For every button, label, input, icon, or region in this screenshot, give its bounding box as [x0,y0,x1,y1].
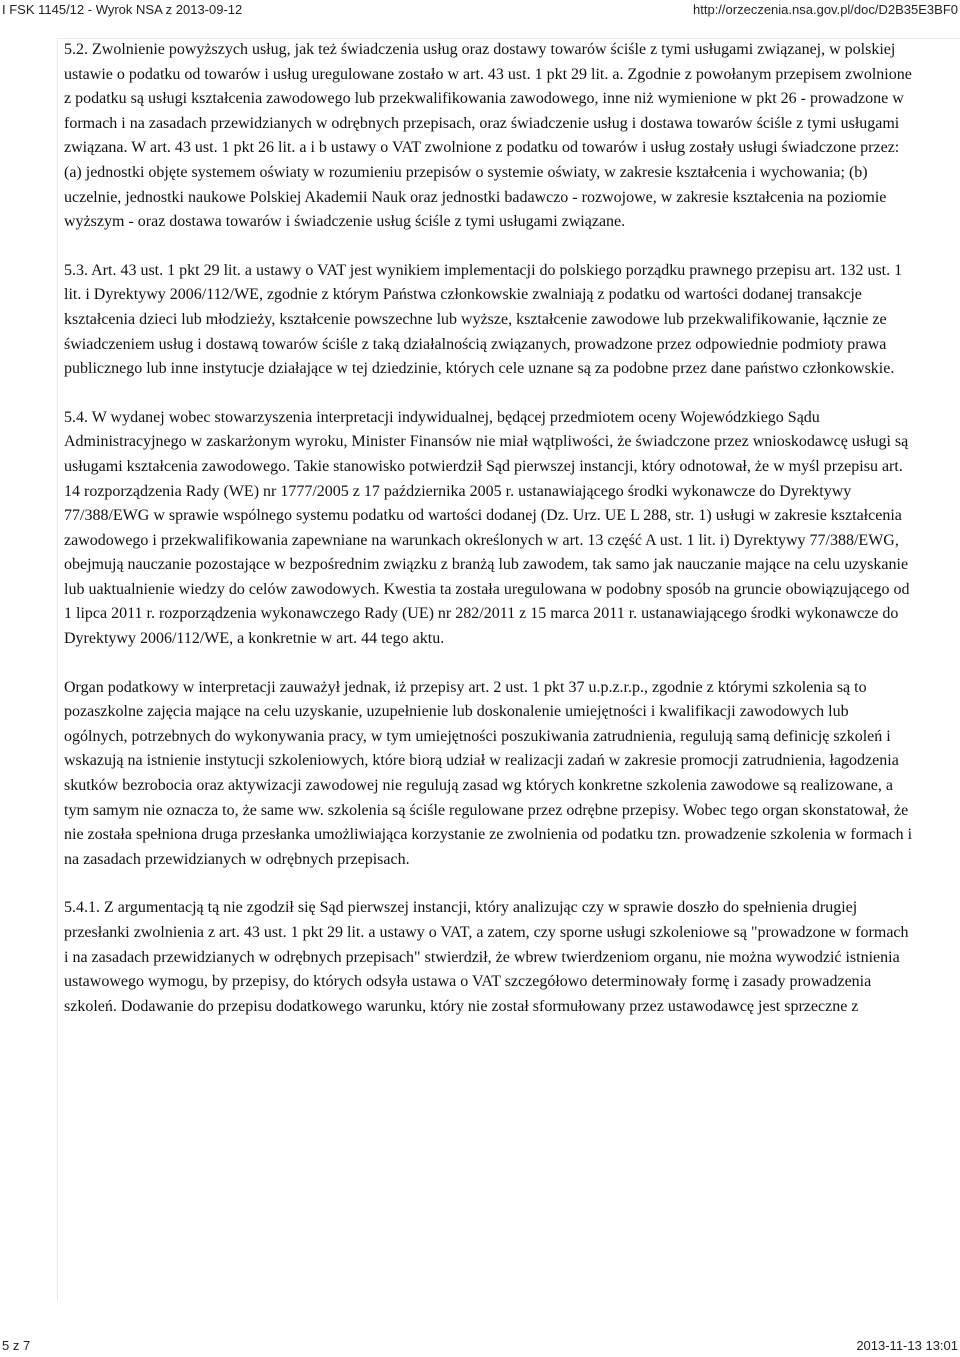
paragraph-5-3: 5.3. Art. 43 ust. 1 pkt 29 lit. a ustawy o VAT jest wynikiem implementacji do polskiego porządku prawnego przepisu art. 132 ust. 1 lit. i Dyrektywy 2006/112/WE, zgodnie z którym Państwa członkowskie zwalniają z podatku od wartości dodanej transakcje kształcenia dzieci lub młodzieży, kształcenie powszechne lub wyższe, kształcenie zawodowe lub przekwalifikowanie, łącznie ze świadczeniem usług i dostawą towarów ściśle z taką działalnością związanych, prowadzone przez odpowiednie podmioty prawa publicznego lub inne instytucje działające w tej dziedzinie, których cele uznane są za podobne przez dane państwo członkowskie. [64,261,903,378]
paragraph-5-2: 5.2. Zwolnienie powyższych usług, jak też świadczenia usług oraz dostawy towarów ściśle z tymi usługami związanej, w polskiej ustawie o podatku od towarów i usług uregulowane zostało w art. 43 ust. 1 pkt 29 lit. a. Zgodnie z powołanym przepisem zwolnione z podatku są usługi kształcenia zawodowego lub przekwalifikowania zawodowego, inne niż wymienione w pkt 26 - prowadzone w formach i na zasadach przewidzianych w odrębnych przepisach, oraz świadczenie usług i dostawa towarów ściśle z tymi usługami związana. W art. 43 ust. 1 pkt 26 lit. a i b ustawy o VAT zwolnione z podatku od towarów i usług zostały usługi świadczone przez: (a) jednostki objęte systemem oświaty w rozumieniu przepisów o systemie oświaty, w zakresie kształcenia i wychowania; (b) uczelnie, jednostki naukowe Polskiej Akademii Nauk oraz jednostki badawczo - rozwojowe, w zakresie kształcenia na poziomie wyższym - oraz dostawa towarów i świadczenie usług ściśle z tymi usługami związane. [64,41,912,231]
document-body [64,38,914,1043]
header-source-url: http://orzeczenia.nsa.gov.pl/doc/D2B35E3BF0 [693,2,958,17]
paragraph-5-4: 5.4. W wydanej wobec stowarzyszenia interpretacji indywidualnej, będącej przedmiotem oceny Wojewódzkiego Sądu Administracyjnego w zaskarżonym wyroku, Minister Finansów nie miał wątpliwości, że świadczone przez wnioskodawcę usługi są usługami kształcenia zawodowego. Takie stanowisko potwierdził Sąd pierwszej instancji, który odnotował, że w myśl przepisu art. 14 rozporządzenia Rady (WE) nr 1777/2005 z 17 października 2005 r. ustanawiającego środki wykonawcze do Dyrektywy 77/388/EWG w sprawie wspólnego systemu podatku od wartości dodanej (Dz. Urz. UE L 288, str. 1) usługi w zakresie kształcenia zawodowego i przekwalifikowania zapewniane na warunkach określonych w art. 13 część A ust. 1 lit. i) Dyrektywy 77/388/EWG, obejmują nauczanie pozostające w bezpośrednim związku z branżą lub zawodem, tak samo jak nauczanie mające na celu uzyskanie lub uaktualnienie wiedzy do celów zawodowych. Kwestia ta została uregulowana w podobny sposób na gruncie obowiązującego od 1 lipca 2011 r. rozporządzenia wykonawczego Rady (UE) nr 282/2011 z 15 marca 2011 r. ustanawiającego środki wykonawcze do Dyrektywy 2006/112/WE, a konkretnie w art. 44 tego aktu. [64,408,910,648]
header-document-title: I FSK 1145/12 - Wyrok NSA z 2013-09-12 [2,2,243,17]
paragraph-organ: Organ podatkowy w interpretacji zauważył jednak, iż przepisy art. 2 ust. 1 pkt 37 u.p.z.r.p., zgodnie z którymi szkolenia są to pozaszkolne zajęcia mające na celu uzyskanie, uzupełnienie lub doskonalenie umiejętności i kwalifikacji zawodowych lub ogólnych, potrzebnych do wykonywania pracy, w tym umiejętności poszukiwania zatrudnienia, regulują samą definicję szkoleń i wskazują na istnienie instytucji szkoleniowych, które biorą udział w realizacji zadań w zakresie promocji zatrudnienia, łagodzenia skutków bezrobocia oraz aktywizacji zawodowej nie regulują zasad wg których konkretne szkolenia zawodowe są realizowane, a tym samym nie oznacza to, że same ww. szkolenia są ściśle regulowane przez odrębne przepisy. Wobec tego organ skonstatował, że nie została spełniona druga przesłanka umożliwiająca korzystanie ze zwolnienia od podatku tzn. prowadzenie szkolenia w formach i na zasadach przewidzianych w odrębnych przepisach. [64,678,913,868]
paragraph-5-4-1: 5.4.1. Z argumentacją tą nie zgodził się Sąd pierwszej instancji, który analizując czy w sprawie doszło do spełnienia drugiej przesłanki zwolnienia z art. 43 ust. 1 pkt 29 lit. a ustawy o VAT, a zatem, czy sporne usługi szkoleniowe są "prowadzone w formach i na zasadach przewidzianych w odrębnych przepisach" stwierdził, że wbrew twierdzeniom organu, nie można wywodzić istnienia ustawowego wymogu, by przepisy, do których odsyła ustawa o VAT szczegółowo determinowały formę i zasady prowadzenia szkoleń. Dodawanie do przepisu dodatkowego warunku, który nie został sformułowany przez ustawodawcę jest sprzeczne z [64,899,909,1015]
print-timestamp: 2013-11-13 13:01 [856,1338,958,1353]
page-counter: 5 z 7 [2,1338,31,1353]
